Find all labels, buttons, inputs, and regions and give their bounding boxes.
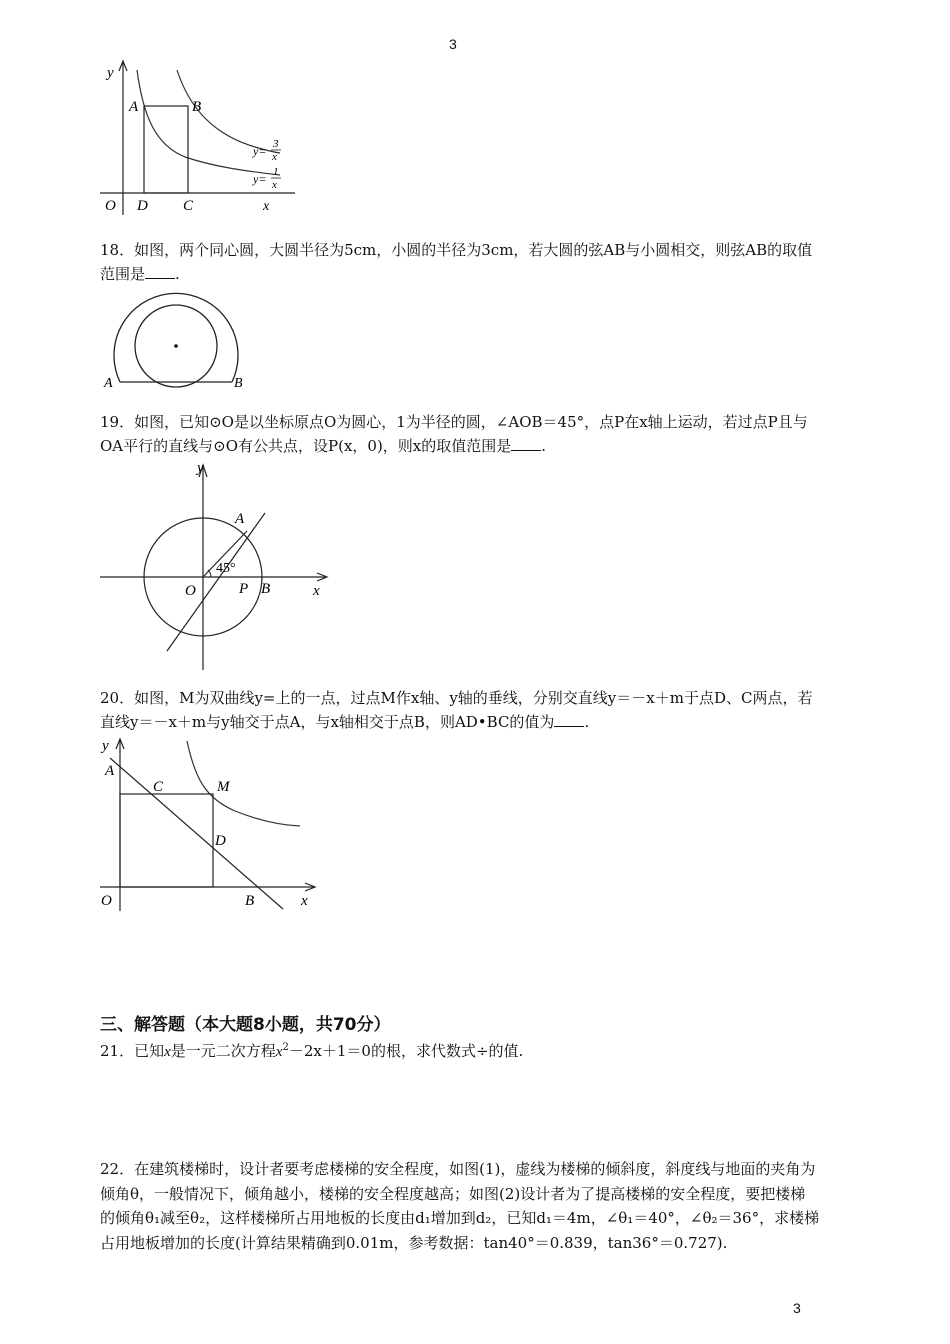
- period: .: [175, 265, 180, 283]
- label-angle: 45°: [216, 561, 236, 576]
- label-x: x: [301, 893, 308, 909]
- question-text: 如图，两个同心圆，大圆半径为5cm，小圆的半径为3cm，若大圆的弦AB与小圆相交，则弦AB的取值范围是: [100, 241, 813, 283]
- question-number: 19．: [100, 413, 135, 431]
- label-O: O: [185, 583, 196, 599]
- question-number: 22．: [100, 1160, 135, 1178]
- question-20: [100, 686, 820, 734]
- label-M: M: [217, 779, 230, 795]
- period: .: [541, 437, 547, 455]
- angle-arc: [208, 570, 211, 577]
- hyperbola-line-figure: [95, 733, 325, 913]
- label-B: B: [245, 893, 255, 909]
- question-19: [100, 410, 820, 458]
- parallel-line: [167, 513, 265, 651]
- label-y: y: [107, 65, 114, 81]
- label-A: A: [129, 99, 139, 115]
- exponent: 2: [282, 1042, 289, 1053]
- label-A: A: [104, 376, 113, 391]
- circle-coordinate-figure: [95, 455, 335, 675]
- equation-x: x: [275, 1044, 283, 1060]
- label-D: D: [215, 833, 226, 849]
- answer-blank: [554, 712, 584, 727]
- label-O: O: [105, 198, 116, 214]
- text-part: 是一元二次方程: [170, 1042, 276, 1060]
- variable-x: x: [164, 1044, 171, 1060]
- curve1-num: 3: [273, 138, 279, 150]
- label-x: x: [263, 199, 270, 214]
- hyperbola-figure: [95, 55, 305, 220]
- label-A: A: [105, 763, 115, 779]
- text-part: 已知: [134, 1042, 165, 1060]
- question-number: 18．: [100, 241, 135, 259]
- hyperbola-curve: [187, 741, 300, 826]
- concentric-circles-figure: [100, 288, 260, 398]
- label-P: P: [239, 581, 249, 597]
- curve2-lhs: y=: [253, 172, 267, 186]
- curve2-den: x: [272, 179, 277, 191]
- label-x: x: [313, 583, 320, 599]
- question-number: 20．: [100, 689, 135, 707]
- label-D: D: [137, 198, 148, 214]
- page-number-top: 3: [449, 36, 457, 52]
- label-B: B: [192, 99, 202, 115]
- question-21: [100, 1036, 820, 1064]
- section-title: 三、解答题（本大题8小题，共70分）: [100, 1015, 391, 1035]
- line-y-eq-neg-x-plus-m: [110, 758, 283, 909]
- text-part: 的根，求代数式÷的值.: [370, 1042, 524, 1060]
- label-O: O: [101, 893, 112, 909]
- period: .: [584, 713, 590, 731]
- question-18: [100, 238, 820, 286]
- answer-blank: [145, 264, 175, 279]
- curve-1-over-x: [137, 70, 280, 175]
- question-22: [100, 1157, 820, 1255]
- label-C: C: [183, 198, 194, 214]
- label-y: y: [197, 460, 204, 476]
- question-number: 21．: [100, 1042, 135, 1060]
- question-text: 如图，M为双曲线y=上的一点，过点M作x轴、y轴的垂线，分别交直线y＝－x＋m于点D、C两点，若直线y＝－x＋m与y轴交于点A，与x轴相交于点B，则AD•BC的值为: [100, 689, 813, 731]
- label-C: C: [153, 779, 164, 795]
- curve1-den: x: [272, 151, 277, 163]
- label-B: B: [261, 581, 271, 597]
- question-text: 如图，已知⊙O是以坐标原点O为圆心，1为半径的圆，∠AOB＝45°，点P在x轴上运动，若过点P且与OA平行的直线与⊙O有公共点，设P(x，0)，则x的取值范围是: [100, 413, 808, 455]
- label-B: B: [234, 376, 243, 391]
- label-y: y: [102, 738, 109, 754]
- rectangle-ABCD: [144, 106, 188, 193]
- curve1-lhs: y=: [253, 144, 267, 158]
- equation-rest: －2x＋1＝0: [288, 1042, 371, 1060]
- label-A: A: [235, 511, 245, 527]
- answer-blank: [511, 436, 541, 451]
- curve2-num: 1: [273, 166, 279, 178]
- page-number-bottom: 3: [793, 1300, 801, 1316]
- question-text: 在建筑楼梯时，设计者要考虑楼梯的安全程度，如图(1)，虚线为楼梯的倾斜度，斜度线与地面的夹角为倾角θ，一般情况下，倾角越小，楼梯的安全程度越高；如图(2)设计者为了提高楼梯的安全程度，要把楼梯的倾角θ₁减至θ₂，这样楼梯所占用地板的长度由d₁增加到d₂，已知d₁＝4m，∠θ₁＝40°，∠θ₂＝36°，求楼梯占用地板增加的长度(计算结果精确到0.01m，参考数据：tan40°＝0.839，tan36°＝0.727).: [100, 1160, 820, 1252]
- large-circle: [114, 293, 238, 382]
- center-point: [174, 344, 178, 348]
